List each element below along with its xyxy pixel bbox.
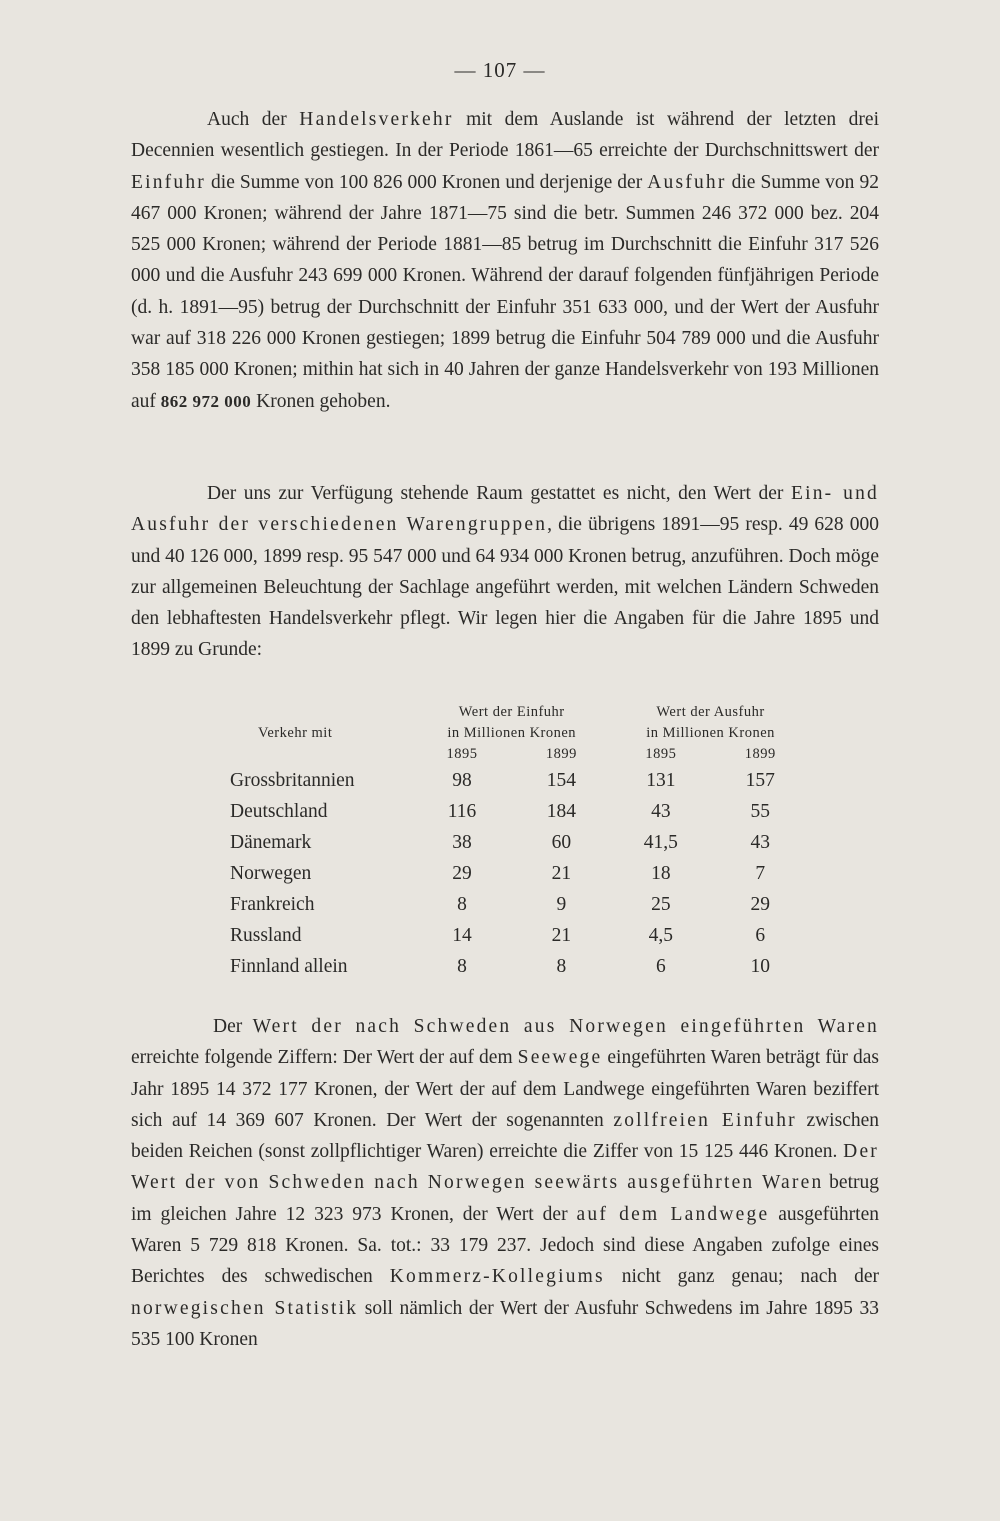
country-cell: Norwegen <box>230 863 312 884</box>
value-cell: 10 <box>750 956 771 977</box>
spaced-term: Ein- und Ausfuhr der verschiedenen Warengruppen <box>131 483 879 536</box>
value-cell: 9 <box>556 894 567 915</box>
spaced-term: Einfuhr <box>131 171 206 193</box>
value-cell: 14 <box>452 925 472 946</box>
trade-table <box>230 702 810 982</box>
value-cell: 60 <box>551 832 572 853</box>
value-cell: 157 <box>745 770 775 791</box>
value-cell: 29 <box>452 863 472 884</box>
value-cell: 6 <box>655 956 666 977</box>
table-row <box>230 765 810 796</box>
year-header: 1899 <box>545 746 577 762</box>
table-row <box>230 920 810 951</box>
value-cell: 98 <box>452 770 472 791</box>
country-cell: Grossbritannien <box>230 770 355 791</box>
header-export: Wert der Ausfuhr in Millionen Kronen <box>646 704 775 741</box>
spaced-term: Der Wert der von Schweden nach Norwegen seewärts ausgeführten Waren <box>131 1141 879 1194</box>
country-cell: Finnland allein <box>230 956 348 977</box>
value-cell: 7 <box>755 863 766 884</box>
year-header: 1895 <box>645 746 677 762</box>
value-cell: 21 <box>551 863 572 884</box>
paragraph-handelsverkehr: Auch der Handelsverkehr mit dem Auslande ist während der letzten drei Decennien wesentlich gestiegen. In der Periode 1861—65 erreichte der Durchschnittswert der Einfuhr die Summe von 100 826 000 Kronen und derjenige der Ausfuhr die Summe von 92 467 000 Kronen; während der Jahre 1871—75 sind die betr. Summen 246 372 000 bez. 204 525 000 Kronen; während der Periode 1881—85 betrug im Durchschnitt die Einfuhr 317 526 000 und die Ausfuhr 243 699 000 Kronen. Während der darauf folgenden fünfjährigen Periode (d. h. 1891—95) betrug der Durchschnitt der Einfuhr 351 633 000, und der Wert der Ausfuhr war auf 318 226 000 Kronen gestiegen; 1899 betrug die Einfuhr 504 789 000 und die Ausfuhr 358 185 000 Kronen; mithin hat sich in 40 Jahren der ganze Handelsverkehr von 193 Millionen auf 862 972 000 Kronen gehoben. <box>131 109 879 412</box>
table-row <box>230 951 810 982</box>
value-cell: 21 <box>551 925 572 946</box>
value-cell: 4,5 <box>648 925 674 946</box>
value-cell: 25 <box>651 894 671 915</box>
paragraph-warengruppen: Der uns zur Verfügung stehende Raum gestattet es nicht, den Wert der Ein- und Ausfuhr der verschiedenen Warengruppen, die übrigens 1891—95 resp. 49 628 000 und 40 126 000, 1899 resp. 95 547 000 und 64 934 000 Kronen betrug, anzuführen. Doch möge zur allgemeinen Beleuchtung der Sachlage angeführt werden, mit welchen Ländern Schweden den lebhaftesten Handelsverkehr pflegt. Wir legen hier die Angaben für die Jahre 1895 und 1899 zu Grunde: <box>131 483 879 661</box>
spaced-term: Handelsverkehr <box>299 109 454 130</box>
value-cell: 8 <box>457 956 467 977</box>
value-cell: 41,5 <box>643 832 678 853</box>
country-cell: Dänemark <box>230 832 312 853</box>
spaced-term: auf dem Landwege <box>576 1203 770 1225</box>
value-cell: 29 <box>750 894 771 915</box>
bold-total: 862 972 000 <box>160 391 252 411</box>
value-cell: 184 <box>546 801 577 822</box>
spaced-term: Wert der nach Schweden aus Norwegen eingeführten Waren <box>252 1016 880 1037</box>
value-cell: 6 <box>755 925 766 946</box>
country-cell: Russland <box>230 925 302 946</box>
value-cell: 8 <box>457 894 467 915</box>
page-number: — 107 — <box>454 58 546 82</box>
value-cell: 154 <box>546 770 577 791</box>
value-cell: 8 <box>556 956 567 977</box>
table-row <box>230 858 810 889</box>
header-import: Wert der Einfuhr in Millionen Kronen <box>447 704 577 741</box>
spaced-term: Ausfuhr <box>647 171 727 193</box>
table-header-row <box>230 702 810 744</box>
year-header: 1899 <box>744 746 776 762</box>
table-row <box>230 827 810 858</box>
year-header: 1895 <box>446 746 478 762</box>
value-cell: 43 <box>750 832 771 853</box>
value-cell: 55 <box>750 801 771 822</box>
spaced-term: zollfreien Einfuhr <box>613 1109 797 1131</box>
spaced-term: Seewege <box>517 1047 603 1069</box>
table-row <box>230 889 810 920</box>
country-cell: Frankreich <box>230 894 315 915</box>
value-cell: 131 <box>646 770 676 791</box>
value-cell: 18 <box>651 863 671 884</box>
value-cell: 116 <box>447 801 477 822</box>
paragraph-norwegen: Der Wert der nach Schweden aus Norwegen eingeführten Waren erreichte folgende Ziffern: Der Wert der auf dem Seewege eingeführten Waren beträgt für das Jahr 1895 14 372 177 Kronen, der Wert der auf dem Landwege eingeführten Waren beziffert sich auf 14 369 607 Kronen. Der Wert der sogenannten zollfreien Einfuhr zwischen beiden Reichen (sonst zollpflichtiger Waren) erreichte die Ziffer von 15 125 446 Kronen. Der Wert der von Schweden nach Norwegen seewärts ausgeführten Waren betrug im gleichen Jahre 12 323 973 Kronen, der Wert der auf dem Landwege ausgeführten Waren 5 729 818 Kronen. Sa. tot.: 33 179 237. Jedoch sind diese Angaben zufolge eines Berichtes des schwedischen Kommerz-Kollegiums nicht ganz genau; nach der norwegischen Statistik soll nämlich der Wert der Ausfuhr Schwedens im Jahre 1895 33 535 100 Kronen <box>131 1016 880 1350</box>
value-cell: 43 <box>651 801 671 822</box>
table-row <box>230 796 810 827</box>
header-country: Verkehr mit <box>258 725 333 741</box>
spaced-term: Kommerz-Kollegiums <box>389 1266 605 1288</box>
value-cell: 38 <box>452 832 472 853</box>
country-cell: Deutschland <box>230 801 328 822</box>
spaced-term: norwegischen Statistik <box>131 1297 359 1319</box>
